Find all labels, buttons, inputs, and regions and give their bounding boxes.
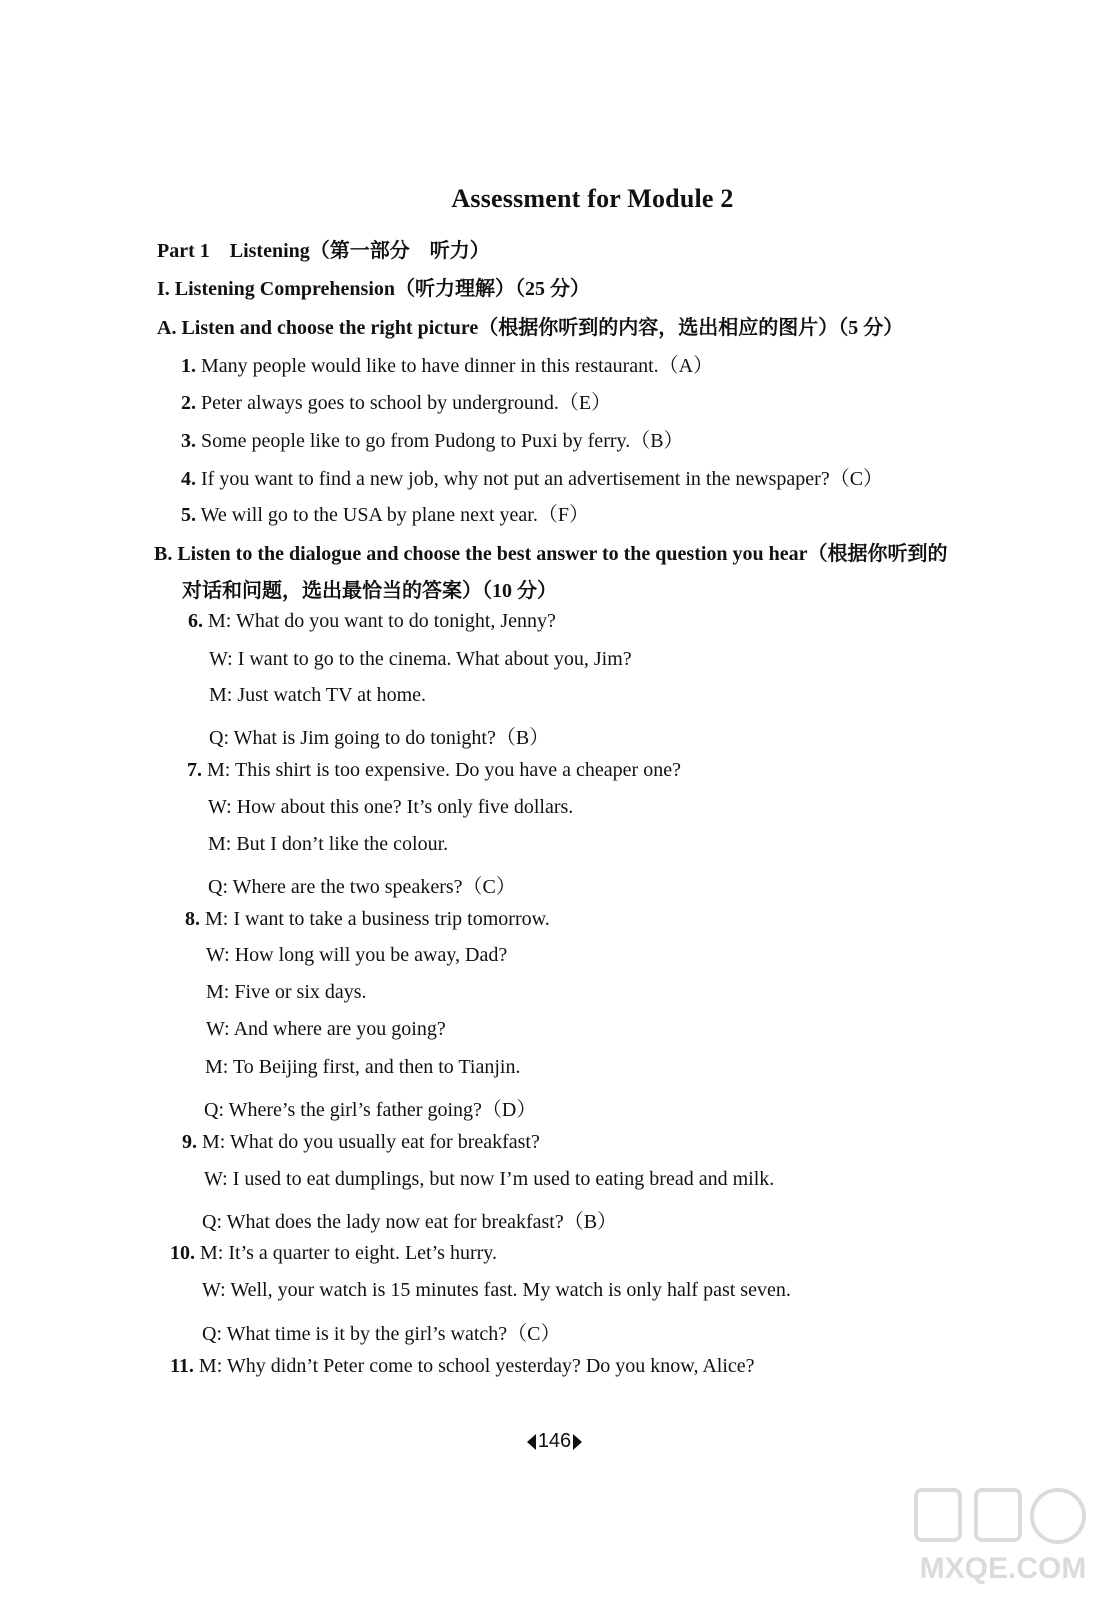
dialogue-line: W: I used to eat dumplings, but now I’m used to eating bread and milk. <box>204 1168 775 1190</box>
dialogue-line: M: Just watch TV at home. <box>209 684 427 706</box>
dialogue-line: 8. M: I want to take a business trip tomorrow. <box>185 908 550 930</box>
question-item: 1. Many people would like to have dinner in this restaurant.（A） <box>181 355 714 377</box>
page-number: 146 <box>0 1430 1109 1453</box>
dialogue-line: W: Well, your watch is 15 minutes fast. My watch is only half past seven. <box>202 1279 791 1301</box>
section-heading-B-cont: 对话和问题，选出最恰当的答案）（10 分） <box>182 580 557 602</box>
dialogue-line: Q: Where are the two speakers?（C） <box>208 876 516 898</box>
question-item: 3. Some people like to go from Pudong to Puxi by ferry.（B） <box>181 430 684 452</box>
dialogue-line: Q: What does the lady now eat for breakfast?（B） <box>202 1211 618 1233</box>
question-item: 5. We will go to the USA by plane next year.（F） <box>181 504 589 526</box>
dialogue-line: 6. M: What do you want to do tonight, Jenny? <box>188 610 556 632</box>
dialogue-line: M: But I don’t like the colour. <box>208 833 449 855</box>
question-item: 4. If you want to find a new job, why not put an advertisement in the newspaper?（C） <box>181 468 884 490</box>
part-heading: Part 1 Listening（第一部分 听力） <box>157 240 490 262</box>
dialogue-line: M: Five or six days. <box>206 981 367 1003</box>
dialogue-line: 10. M: It’s a quarter to eight. Let’s hurry. <box>170 1242 497 1264</box>
page-title: Assessment for Module 2 <box>451 184 734 213</box>
left-arrow-icon <box>527 1434 536 1450</box>
dialogue-line: Q: What is Jim going to do tonight?（B） <box>209 727 550 749</box>
dialogue-line: M: To Beijing first, and then to Tianjin. <box>205 1056 521 1078</box>
dialogue-line: 9. M: What do you usually eat for breakfast? <box>182 1131 540 1153</box>
right-arrow-icon <box>573 1434 582 1450</box>
dialogue-line: Q: What time is it by the girl’s watch?（C） <box>202 1323 561 1345</box>
dialogue-line: Q: Where’s the girl’s father going?（D） <box>204 1099 537 1121</box>
dialogue-line: W: I want to go to the cinema. What about you, Jim? <box>209 648 632 670</box>
dialogue-line: W: And where are you going? <box>206 1018 446 1040</box>
section-heading-I: I. Listening Comprehension（听力理解）（25 分） <box>157 278 591 300</box>
watermark-logo <box>908 1486 1098 1586</box>
svg-text:MXQE.COM: MXQE.COM <box>919 1552 1087 1585</box>
dialogue-line: W: How long will you be away, Dad? <box>206 944 508 966</box>
dialogue-line: 7. M: This shirt is too expensive. Do you have a cheaper one? <box>187 759 681 781</box>
question-item: 2. Peter always goes to school by underground.（E） <box>181 392 612 414</box>
dialogue-line: W: How about this one? It’s only five dollars. <box>208 796 574 818</box>
section-heading-B: B. Listen to the dialogue and choose the best answer to the question you hear（根据你听到的 <box>154 543 948 565</box>
dialogue-line: 11. M: Why didn’t Peter come to school yesterday? Do you know, Alice? <box>170 1355 755 1377</box>
section-heading-A: A. Listen and choose the right picture（根据你听到的内容，选出相应的图片）（5 分） <box>157 317 904 339</box>
